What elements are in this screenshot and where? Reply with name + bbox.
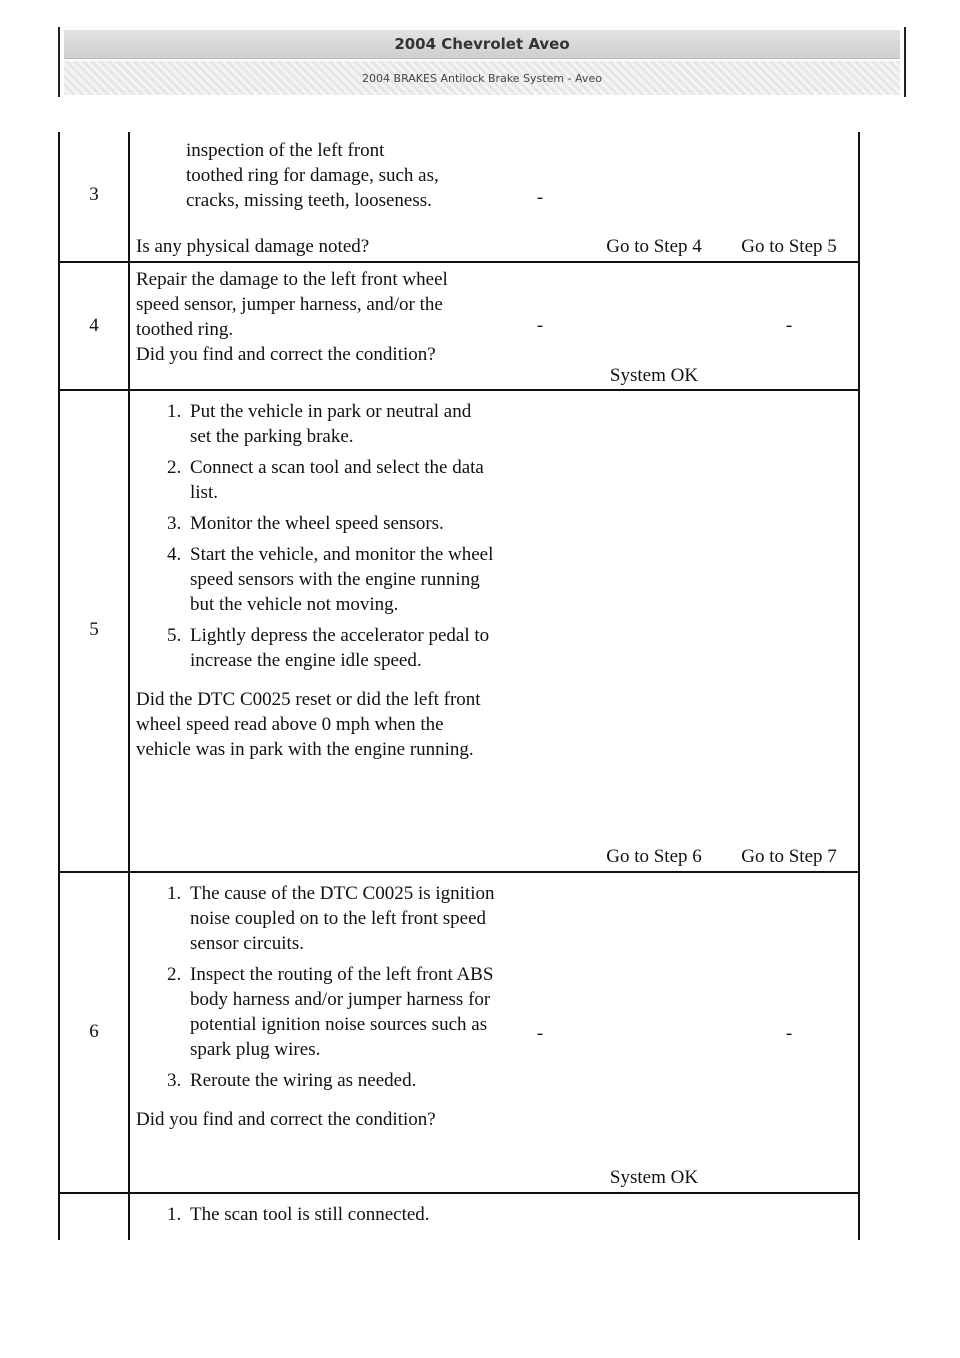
action-line: cracks, missing teeth, looseness. — [186, 190, 432, 211]
yes-cell: System OK — [609, 365, 699, 386]
action-text — [136, 138, 496, 213]
yes-cell: Go to Step 4 — [606, 236, 702, 257]
no-cell: Go to Step 7 — [741, 846, 837, 867]
question-text: Did you find and correct the condition? — [136, 344, 436, 365]
value-cell: - — [536, 1023, 544, 1044]
step-number: 5 — [89, 619, 99, 640]
document-title: 2004 Chevrolet Aveo — [394, 35, 570, 53]
table-row-step-3 — [60, 132, 858, 263]
value-cell: - — [536, 315, 544, 336]
procedure-list — [136, 399, 496, 673]
no-cell: - — [785, 315, 793, 336]
list-item: 1. Put the vehicle in park or neutral and set the parking brake. — [186, 399, 496, 449]
subtitle-bar — [64, 61, 900, 95]
yes-cell: System OK — [609, 1167, 699, 1188]
table-row-step-5 — [60, 391, 858, 873]
table-row-step-6 — [60, 873, 858, 1194]
table-row-step-4 — [60, 263, 858, 391]
question-text: Did the DTC C0025 reset or did the left front wheel speed read above 0 mph when the vehicle was in park with the engine running. — [136, 689, 481, 760]
list-item: 2. Inspect the routing of the left front ABS body harness and/or jumper harness for potential ignition noise sources such as spark plug wires. — [186, 962, 496, 1062]
list-item: 1. The scan tool is still connected. — [186, 1202, 496, 1227]
page-header — [58, 27, 906, 97]
step-number: 4 — [89, 315, 99, 336]
action-cell — [136, 399, 496, 762]
action-line: toothed ring for damage, such as, — [186, 165, 439, 186]
list-item: 1. The cause of the DTC C0025 is ignition noise coupled on to the left front speed sensor circuits. — [186, 881, 496, 956]
table-row-step-7 — [60, 1194, 858, 1240]
column-divider — [128, 132, 130, 261]
title-bar — [64, 30, 900, 59]
action-cell — [136, 1202, 496, 1233]
list-item: 4. Start the vehicle, and monitor the wheel speed sensors with the engine running but the vehicle not moving. — [186, 542, 496, 617]
question-text: Did you find and correct the condition? — [136, 1109, 436, 1130]
no-cell: Go to Step 5 — [741, 236, 837, 257]
column-divider — [128, 873, 130, 1192]
step-number: 3 — [89, 184, 99, 205]
list-item: 3. Monitor the wheel speed sensors. — [186, 511, 496, 536]
list-item: 2. Connect a scan tool and select the data list. — [186, 455, 496, 505]
header-left-rule — [58, 27, 60, 97]
column-divider — [128, 391, 130, 871]
list-item: 3. Reroute the wiring as needed. — [186, 1068, 496, 1093]
action-cell — [136, 267, 456, 367]
action-cell — [136, 138, 496, 259]
action-cell — [136, 881, 496, 1132]
question-text: Is any physical damage noted? — [136, 236, 370, 257]
yes-cell: Go to Step 6 — [606, 846, 702, 867]
header-right-rule — [904, 27, 906, 97]
no-cell: - — [785, 1023, 793, 1044]
action-text: Repair the damage to the left front wheel speed sensor, jumper harness, and/or the toothed ring. — [136, 269, 448, 340]
value-cell: - — [536, 187, 544, 208]
column-divider — [128, 1194, 130, 1240]
action-line: inspection of the left front — [186, 140, 385, 161]
list-item: 5. Lightly depress the accelerator pedal to increase the engine idle speed. — [186, 623, 496, 673]
document-subtitle: 2004 BRAKES Antilock Brake System - Aveo — [362, 71, 602, 85]
step-number: 6 — [89, 1021, 99, 1042]
procedure-list — [136, 1202, 496, 1227]
procedure-list — [136, 881, 496, 1093]
diagnostic-table — [58, 132, 860, 1240]
column-divider — [128, 263, 130, 389]
